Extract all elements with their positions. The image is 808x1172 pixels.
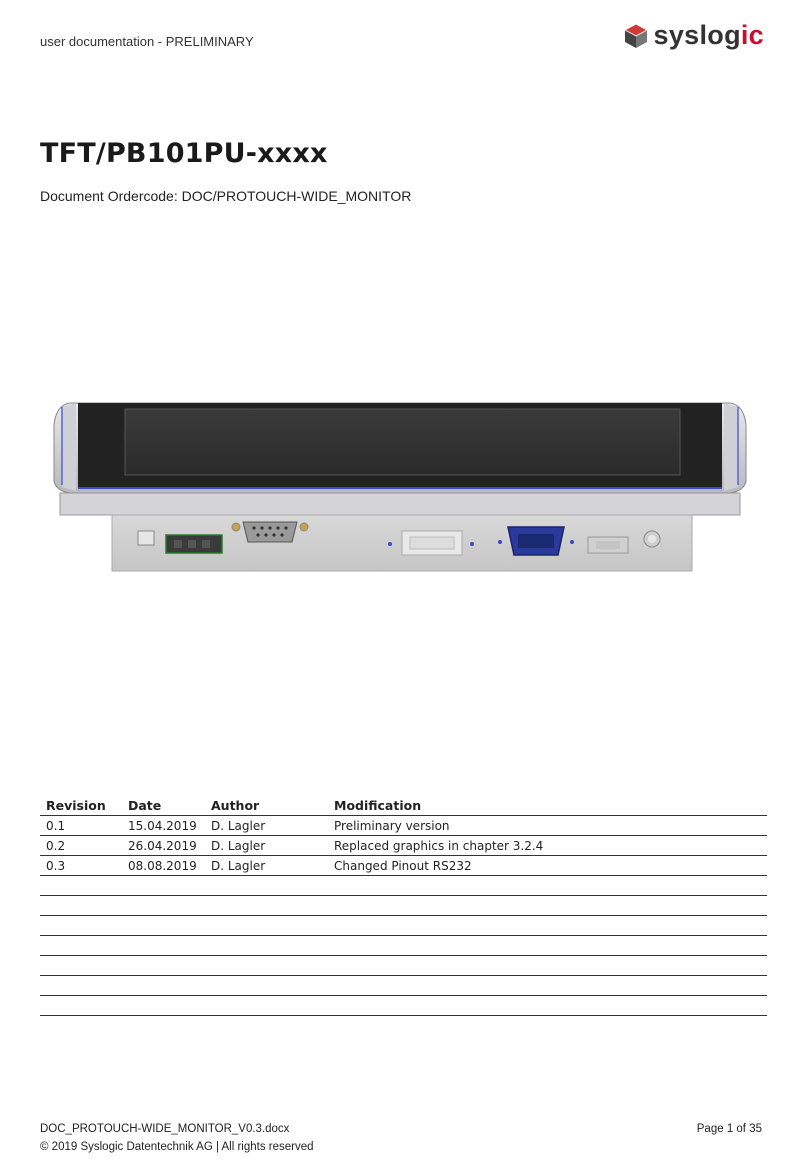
footer-page-number: Page 1 of 35 (696, 1123, 762, 1135)
cell-author: D. Lagler (205, 856, 328, 876)
cell-revision: 0.3 (40, 856, 122, 876)
table-row-empty (40, 956, 767, 976)
cell-modification: Replaced graphics in chapter 3.2.4 (328, 836, 767, 856)
table-row-empty (40, 936, 767, 956)
cell-date: 08.08.2019 (122, 856, 205, 876)
table-row-empty (40, 916, 767, 936)
cell-revision: 0.1 (40, 816, 122, 836)
cell-date: 26.04.2019 (122, 836, 205, 856)
revision-table (40, 795, 767, 1016)
monitor-product-image (50, 395, 750, 575)
logo-text: syslogic (653, 20, 764, 50)
cell-author: D. Lagler (205, 836, 328, 856)
cell-modification: Changed Pinout RS232 (328, 856, 767, 876)
table-header-row (40, 795, 767, 816)
table-row-empty (40, 976, 767, 996)
document-title: TFT/PB101PU-xxxx (40, 138, 328, 169)
table-row-empty (40, 896, 767, 916)
cell-revision: 0.2 (40, 836, 122, 856)
header-modification: Modification (328, 795, 767, 816)
table-row-empty (40, 996, 767, 1016)
table-row (40, 816, 767, 836)
table-row (40, 836, 767, 856)
header-date: Date (122, 795, 205, 816)
cell-modification: Preliminary version (328, 816, 767, 836)
header-revision: Revision (40, 795, 122, 816)
cell-date: 15.04.2019 (122, 816, 205, 836)
header-note: user documentation - PRELIMINARY (40, 34, 254, 49)
table-row (40, 856, 767, 876)
footer-copyright: © 2019 Syslogic Datentechnik AG | All rights reserved (40, 1141, 314, 1153)
footer-filename: DOC_PROTOUCH-WIDE_MONITOR_V0.3.docx (40, 1123, 290, 1135)
cube-icon (624, 23, 648, 49)
table-row-empty (40, 876, 767, 896)
header-author: Author (205, 795, 328, 816)
document-ordercode: Document Ordercode: DOC/PROTOUCH-WIDE_MONITOR (40, 188, 412, 204)
cell-author: D. Lagler (205, 816, 328, 836)
syslogic-logo (624, 20, 764, 51)
